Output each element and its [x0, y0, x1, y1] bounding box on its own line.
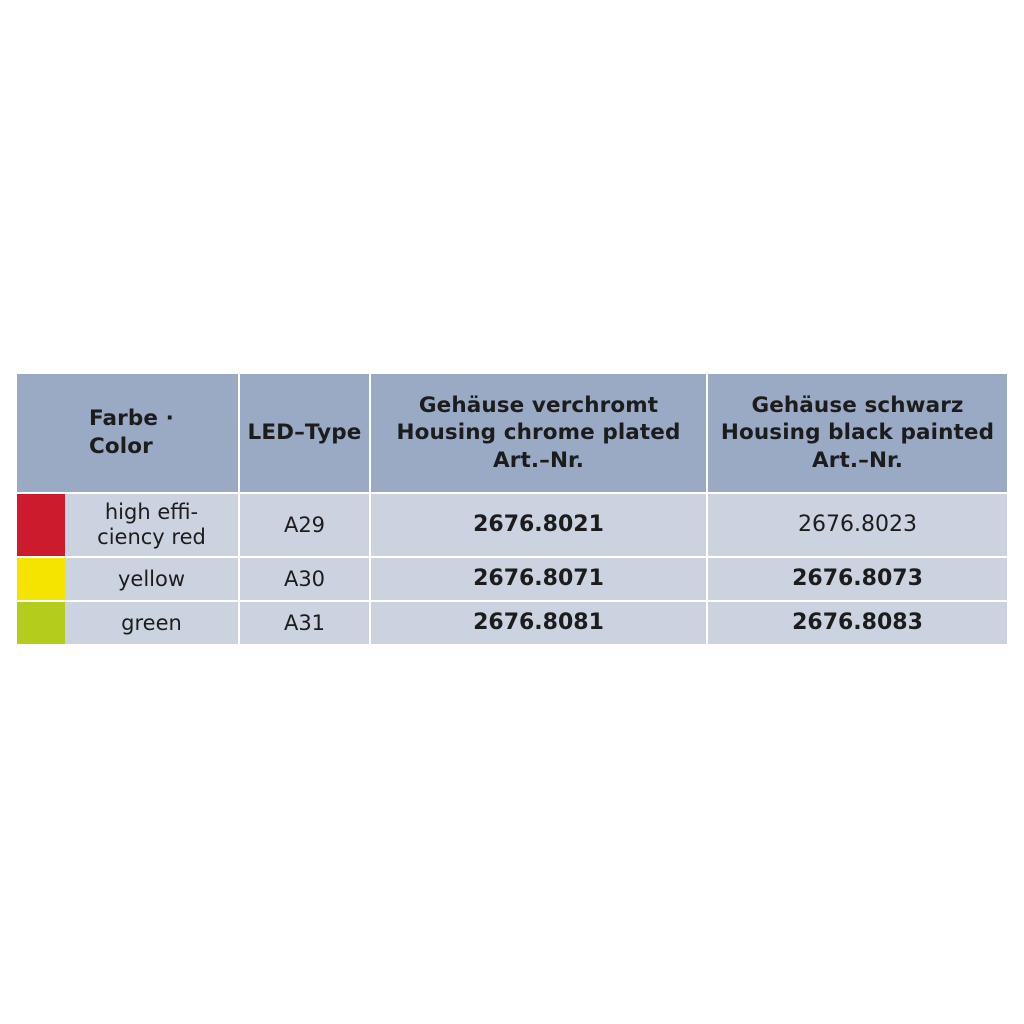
- header-chrome-line1: Gehäuse verchromt: [418, 392, 659, 418]
- color-swatch-red: [17, 493, 65, 557]
- art-nr-chrome: 2676.8021: [370, 493, 707, 557]
- art-nr-black: 2676.8073: [707, 557, 1007, 601]
- led-type: A30: [239, 557, 370, 601]
- header-black: [707, 374, 1007, 493]
- table-row: [17, 601, 1007, 644]
- art-nr-black: 2676.8083: [707, 601, 1007, 644]
- table-row: [17, 557, 1007, 601]
- table-header: [17, 374, 1007, 493]
- art-nr-chrome: 2676.8071: [370, 557, 707, 601]
- color-name-line1: high effi-: [104, 500, 199, 525]
- header-chrome: [370, 374, 707, 493]
- color-swatch-yellow: [17, 557, 65, 601]
- header-chrome-line3: Art.–Nr.: [493, 447, 584, 473]
- header-color: Farbe · Color: [65, 374, 239, 493]
- color-name: yellow: [65, 557, 239, 601]
- header-led-type: LED–Type: [239, 374, 370, 493]
- header-swatch: [17, 374, 65, 493]
- product-table: [17, 374, 1007, 644]
- led-type: A31: [239, 601, 370, 644]
- header-black-line2: Housing black painted: [720, 420, 995, 446]
- color-swatch-green: [17, 601, 65, 644]
- art-nr-chrome: 2676.8081: [370, 601, 707, 644]
- swatch-box: [17, 602, 65, 644]
- table-row: [17, 493, 1007, 557]
- header-black-line3: Art.–Nr.: [812, 447, 903, 473]
- led-type: A29: [239, 493, 370, 557]
- swatch-box: [17, 494, 65, 556]
- art-nr-black: 2676.8023: [707, 493, 1007, 557]
- color-name: green: [65, 601, 239, 644]
- header-row: [17, 374, 1007, 493]
- swatch-box: [17, 558, 65, 600]
- table-body: [17, 493, 1007, 644]
- color-name: [65, 493, 239, 557]
- color-name-line2: ciency red: [97, 525, 206, 549]
- header-black-line1: Gehäuse schwarz: [751, 392, 964, 418]
- header-chrome-line2: Housing chrome plated: [396, 420, 681, 446]
